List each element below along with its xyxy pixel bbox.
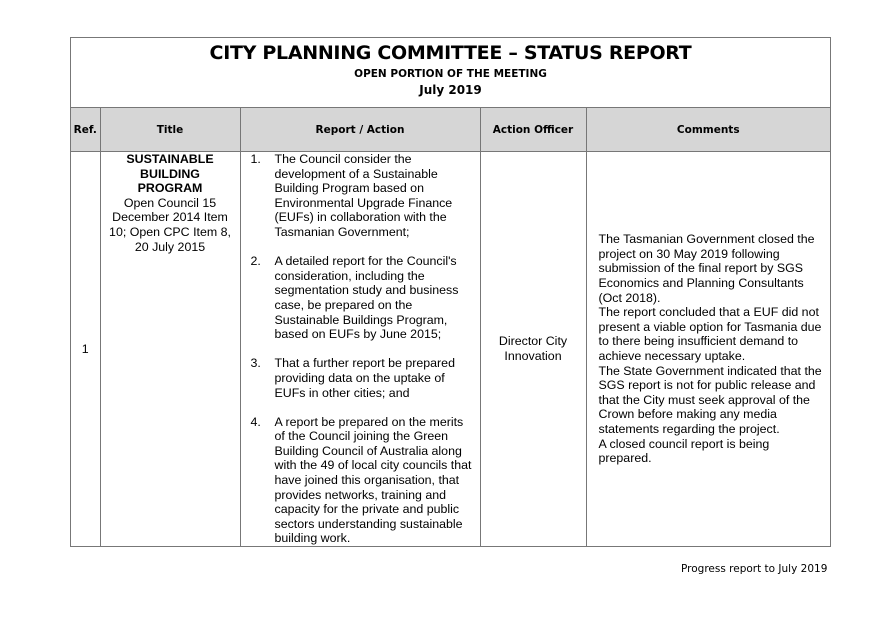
action-list xyxy=(251,152,474,546)
report-subtitle: OPEN PORTION OF THE MEETING xyxy=(354,68,547,80)
action-number: 4. xyxy=(250,414,261,429)
status-report xyxy=(70,37,831,547)
action-cell xyxy=(240,152,480,547)
report-period: July 2019 xyxy=(419,83,482,97)
report-title: CITY PLANNING COMMITTEE – STATUS REPORT xyxy=(209,42,692,64)
report-header xyxy=(71,38,830,108)
action-number: 2. xyxy=(250,254,261,269)
comment-line: The report concluded that a EUF did not present a viable option for Tasmania due to there being insufficient demand to achieve necessary uptake. xyxy=(598,305,822,364)
title-cell xyxy=(100,152,240,547)
ref-cell: 1 xyxy=(71,152,100,547)
column-header-officer: Action Officer xyxy=(480,108,586,152)
column-header-action: Report / Action xyxy=(240,108,480,152)
item-meeting-reference: Open Council 15 December 2014 Item 10; Open CPC Item 8, 20 July 2015 xyxy=(109,195,231,254)
action-text: The Council consider the development of a Sustainable Building Program based on Environmental Upgrade Finance (EUFs) in collaboration with the Tasmanian Government; xyxy=(274,152,453,239)
column-header-comments: Comments xyxy=(586,108,830,152)
action-number: 3. xyxy=(250,356,261,371)
table-header-row xyxy=(71,108,830,152)
comment-line: The State Government indicated that the SGS report is not for public release and that the City must seek approval of the Crown before making any media statements regarding the project. xyxy=(598,363,822,436)
comment-line: A closed council report is being prepared. xyxy=(598,436,770,466)
action-item xyxy=(251,356,474,400)
action-officer-cell: Director City Innovation xyxy=(480,152,586,547)
action-text: A report be prepared on the merits of the Council joining the Green Building Council of Australia along with the 49 of local city councils that have joined this organisation, that provides networks, training and capacity for the private and public sectors understanding sustainable building work. xyxy=(274,414,472,546)
table-row xyxy=(71,152,830,547)
action-text: A detailed report for the Council's consideration, including the segmentation study and business case, be prepared on the Sustainable Buildings Program, based on EUFs by June 2015; xyxy=(274,254,459,342)
page-footer: Progress report to July 2019 xyxy=(681,563,828,575)
column-header-ref: Ref. xyxy=(71,108,100,152)
action-item xyxy=(251,152,474,240)
action-text: That a further report be prepared providing data on the uptake of EUFs in other cities; and xyxy=(274,356,455,400)
status-table xyxy=(71,108,830,546)
comment-line: The Tasmanian Government closed the project on 30 May 2019 following submission of the final report by SGS Economics and Planning Consultants (Oct 2018). xyxy=(598,232,815,305)
column-header-title: Title xyxy=(100,108,240,152)
action-item xyxy=(251,254,474,342)
comments-cell xyxy=(586,152,830,547)
action-item xyxy=(251,415,474,546)
item-title: SUSTAINABLE BUILDING PROGRAM xyxy=(126,152,214,196)
action-number: 1. xyxy=(250,152,261,166)
